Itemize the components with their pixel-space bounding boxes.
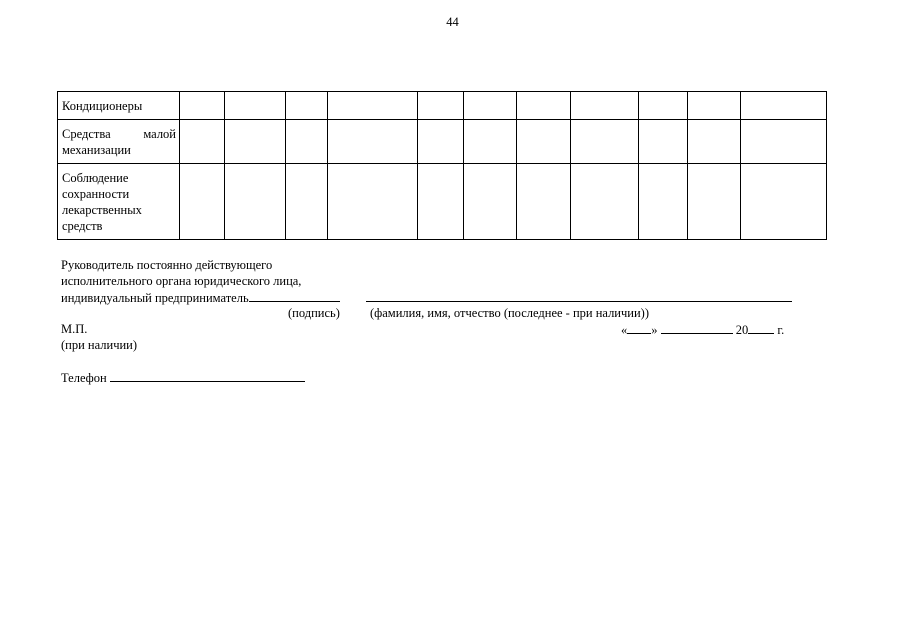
row-label: Кондиционеры	[58, 92, 180, 120]
empty-cell	[517, 164, 571, 240]
stamp-label: М.П.	[61, 322, 88, 336]
empty-cell	[571, 120, 639, 164]
empty-cell	[464, 120, 517, 164]
name-field-line	[366, 289, 792, 306]
empty-cell	[639, 92, 688, 120]
signature-field-line	[249, 289, 340, 302]
date-line: « » 20 г.	[621, 323, 785, 337]
empty-cell	[328, 92, 418, 120]
empty-cell	[517, 120, 571, 164]
empty-cell	[328, 120, 418, 164]
empty-cell	[286, 120, 328, 164]
empty-cell	[741, 120, 827, 164]
empty-cell	[418, 164, 464, 240]
row-label: Средства малой механизации	[58, 120, 180, 164]
empty-cell	[639, 120, 688, 164]
empty-cell	[418, 120, 464, 164]
empty-cell	[688, 92, 741, 120]
empty-cell	[517, 92, 571, 120]
empty-cell	[639, 164, 688, 240]
empty-cell	[286, 164, 328, 240]
data-table	[57, 91, 827, 240]
empty-cell	[180, 92, 225, 120]
row-label: Соблюдение сохранности лекарственных средств	[58, 164, 180, 240]
empty-cell	[571, 164, 639, 240]
empty-cell	[571, 92, 639, 120]
table-row	[58, 92, 827, 120]
table-row	[58, 164, 827, 240]
name-caption: (фамилия, имя, отчество (последнее - при наличии))	[370, 306, 649, 320]
empty-cell	[418, 92, 464, 120]
empty-cell	[180, 164, 225, 240]
signer-title-line-1: Руководитель постоянно действующего	[61, 258, 273, 272]
empty-cell	[180, 120, 225, 164]
signer-title-line-2: исполнительного органа юридического лица,	[61, 274, 302, 288]
page-number: 44	[446, 15, 459, 29]
empty-cell	[328, 164, 418, 240]
empty-cell	[741, 164, 827, 240]
stamp-note: (при наличии)	[61, 338, 138, 352]
empty-cell	[464, 164, 517, 240]
signer-title-line-3: индивидуальный предприниматель	[61, 289, 340, 306]
empty-cell	[688, 164, 741, 240]
empty-cell	[225, 120, 286, 164]
empty-cell	[688, 120, 741, 164]
empty-cell	[464, 92, 517, 120]
phone-field-line	[110, 369, 305, 382]
empty-cell	[286, 92, 328, 120]
table-row	[58, 120, 827, 164]
phone-line: Телефон	[61, 369, 305, 386]
signature-caption: (подпись)	[288, 306, 340, 320]
empty-cell	[741, 92, 827, 120]
empty-cell	[225, 164, 286, 240]
empty-cell	[225, 92, 286, 120]
